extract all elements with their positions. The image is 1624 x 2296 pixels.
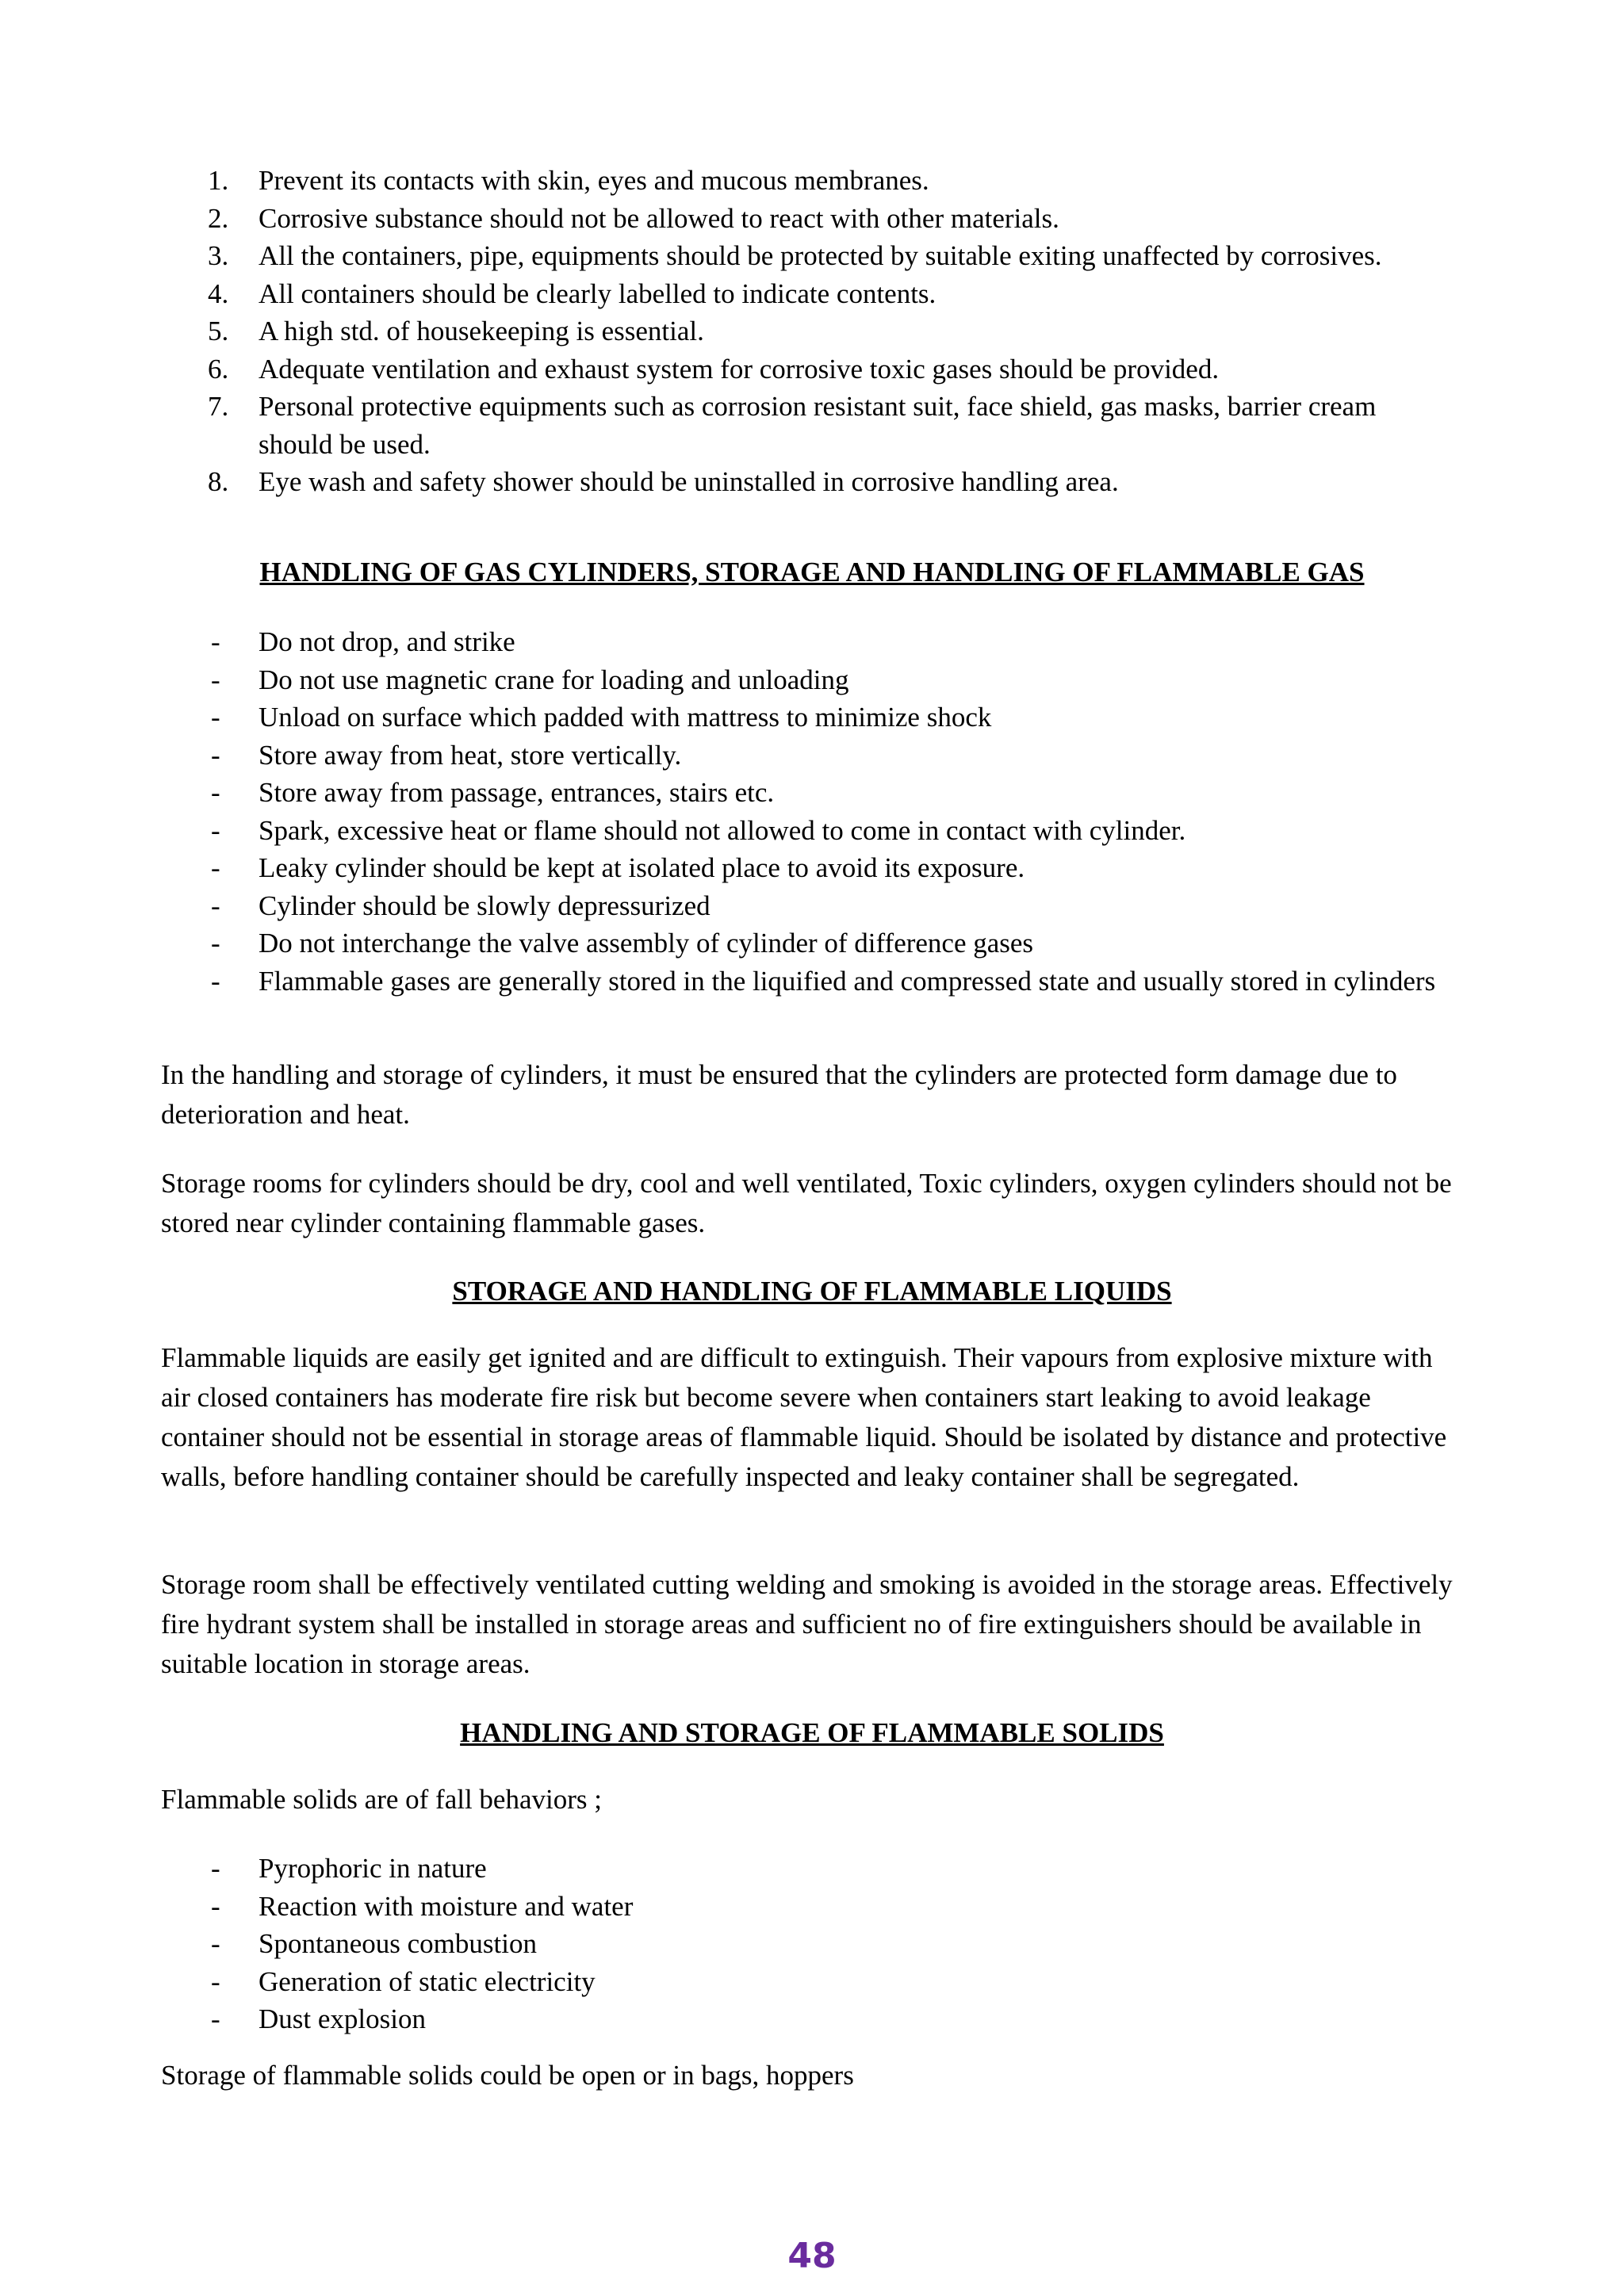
list-item	[0, 698, 1440, 737]
list-item-text: Generation of static electricity	[259, 1965, 596, 1997]
list-item-text: Do not use magnetic crane for loading and unloading	[259, 664, 849, 695]
gas-cylinders-list	[0, 623, 1624, 1000]
bullet-dash: -	[211, 814, 220, 846]
flammable-liquids-paragraph: Flammable liquids are easily get ignited and are difficult to extinguish. Their vapours from explosive mixture with air closed containers has moderate fire risk but become severe when containers start leaking to avoid leakage container should not be essential in storage areas of flammable liquid. Should be isolated by distance and protective walls, before handling container should be carefully inspected and leaky container shall be segregated.	[161, 1342, 1447, 1492]
list-item-text: All the containers, pipe, equipments should be protected by suitable exiting unaffected by corrosives.	[259, 240, 1382, 271]
storage-room-ventilation-paragraph: Storage room shall be effectively ventilated cutting welding and smoking is avoided in the storage areas. Effectively fire hydrant system shall be installed in storage areas and sufficient no of fire extinguishers should be available in suitable location in storage areas.	[161, 1569, 1453, 1679]
list-item	[0, 774, 1440, 812]
bullet-dash: -	[211, 1890, 220, 1922]
bullet-dash: -	[211, 777, 220, 808]
list-item	[0, 275, 1440, 313]
list-item-text: Spark, excessive heat or flame should not allowed to come in contact with cylinder.	[259, 814, 1186, 846]
list-number: 4.	[208, 277, 229, 309]
list-item	[0, 812, 1440, 850]
bullet-dash: -	[211, 739, 220, 771]
bullet-dash: -	[211, 2003, 220, 2034]
gas-cylinders-heading: HANDLING OF GAS CYLINDERS, STORAGE AND HANDLING OF FLAMMABLE GAS	[259, 557, 1365, 587]
flammable-liquids-heading: STORAGE AND HANDLING OF FLAMMABLE LIQUIDS	[452, 1276, 1172, 1307]
list-item-text: Dust explosion	[259, 2003, 426, 2034]
flammable-solids-list	[0, 1850, 1624, 2038]
corrosive-precautions-list	[0, 162, 1624, 501]
bullet-dash: -	[211, 965, 220, 997]
list-number: 6.	[208, 353, 229, 385]
list-item	[0, 312, 1440, 350]
bullet-dash: -	[211, 928, 220, 959]
list-item-text: Do not drop, and strike	[259, 626, 515, 657]
list-item	[0, 237, 1440, 275]
list-item-text: Cylinder should be slowly depressurized	[259, 890, 710, 921]
bullet-dash: -	[211, 852, 220, 883]
list-number: 7.	[208, 391, 229, 422]
list-item	[0, 887, 1440, 925]
cylinder-storage-paragraph: In the handling and storage of cylinders, it must be ensured that the cylinders are protected form damage due to deterioration and heat.	[161, 1059, 1397, 1130]
list-item	[0, 1850, 1440, 1888]
list-item-text: Personal protective equipments such as corrosion resistant suit, face shield, gas masks, barrier cream should be used.	[259, 391, 1377, 460]
list-item	[0, 924, 1440, 962]
flammable-solids-heading: HANDLING AND STORAGE OF FLAMMABLE SOLIDS	[460, 1717, 1164, 1748]
list-item	[0, 1888, 1440, 1926]
list-item-text: Store away from passage, entrances, stairs etc.	[259, 777, 775, 808]
flammable-solids-closing: Storage of flammable solids could be open or in bags, hoppers	[161, 2060, 854, 2091]
list-item	[0, 623, 1440, 661]
list-number: 2.	[208, 202, 229, 234]
list-item	[0, 737, 1440, 775]
storage-rooms-paragraph: Storage rooms for cylinders should be dry, cool and well ventilated, Toxic cylinders, oxygen cylinders should not be stored near cylinder containing flammable gases.	[161, 1168, 1452, 1238]
list-item	[0, 162, 1440, 200]
flammable-solids-intro: Flammable solids are of fall behaviors ;	[161, 1784, 602, 1815]
list-item-text: All containers should be clearly labelled to indicate contents.	[259, 277, 936, 309]
page-number: 48	[787, 2236, 837, 2276]
bullet-dash: -	[211, 702, 220, 733]
list-item-text: Flammable gases are generally stored in the liquified and compressed state and usually stored in cylinders	[259, 965, 1436, 997]
list-item	[0, 1963, 1440, 2001]
list-item-text: Reaction with moisture and water	[259, 1890, 634, 1922]
bullet-dash: -	[211, 1965, 220, 1997]
list-number: 1.	[208, 165, 229, 196]
list-item-text: Eye wash and safety shower should be uninstalled in corrosive handling area.	[259, 466, 1119, 497]
list-item-text: Pyrophoric in nature	[259, 1853, 487, 1884]
bullet-dash: -	[211, 664, 220, 695]
bullet-dash: -	[211, 1928, 220, 1959]
list-item-text: Do not interchange the valve assembly of cylinder of difference gases	[259, 928, 1034, 959]
list-item	[0, 200, 1440, 238]
list-item-text: Leaky cylinder should be kept at isolated place to avoid its exposure.	[259, 852, 1025, 883]
list-item	[0, 388, 1440, 463]
list-item-text: Spontaneous combustion	[259, 1928, 537, 1959]
bullet-dash: -	[211, 890, 220, 921]
list-number: 3.	[208, 240, 229, 271]
list-item-text: Unload on surface which padded with mattress to minimize shock	[259, 702, 992, 733]
list-item	[0, 849, 1440, 887]
bullet-dash: -	[211, 1853, 220, 1884]
list-number: 5.	[208, 316, 229, 346]
list-item	[0, 1925, 1440, 1963]
list-item-text: Prevent its contacts with skin, eyes and mucous membranes.	[259, 165, 929, 196]
list-item	[0, 962, 1440, 1001]
bullet-dash: -	[211, 626, 220, 657]
list-item	[0, 463, 1440, 501]
list-item	[0, 2000, 1440, 2038]
list-number: 8.	[208, 466, 229, 497]
list-item-text: Store away from heat, store vertically.	[259, 739, 682, 771]
list-item-text: Corrosive substance should not be allowed to react with other materials.	[259, 202, 1059, 234]
list-item	[0, 661, 1440, 699]
list-item-text: Adequate ventilation and exhaust system for corrosive toxic gases should be provided.	[259, 353, 1220, 385]
list-item	[0, 350, 1440, 388]
list-item-text: A high std. of housekeeping is essential.	[259, 316, 704, 346]
